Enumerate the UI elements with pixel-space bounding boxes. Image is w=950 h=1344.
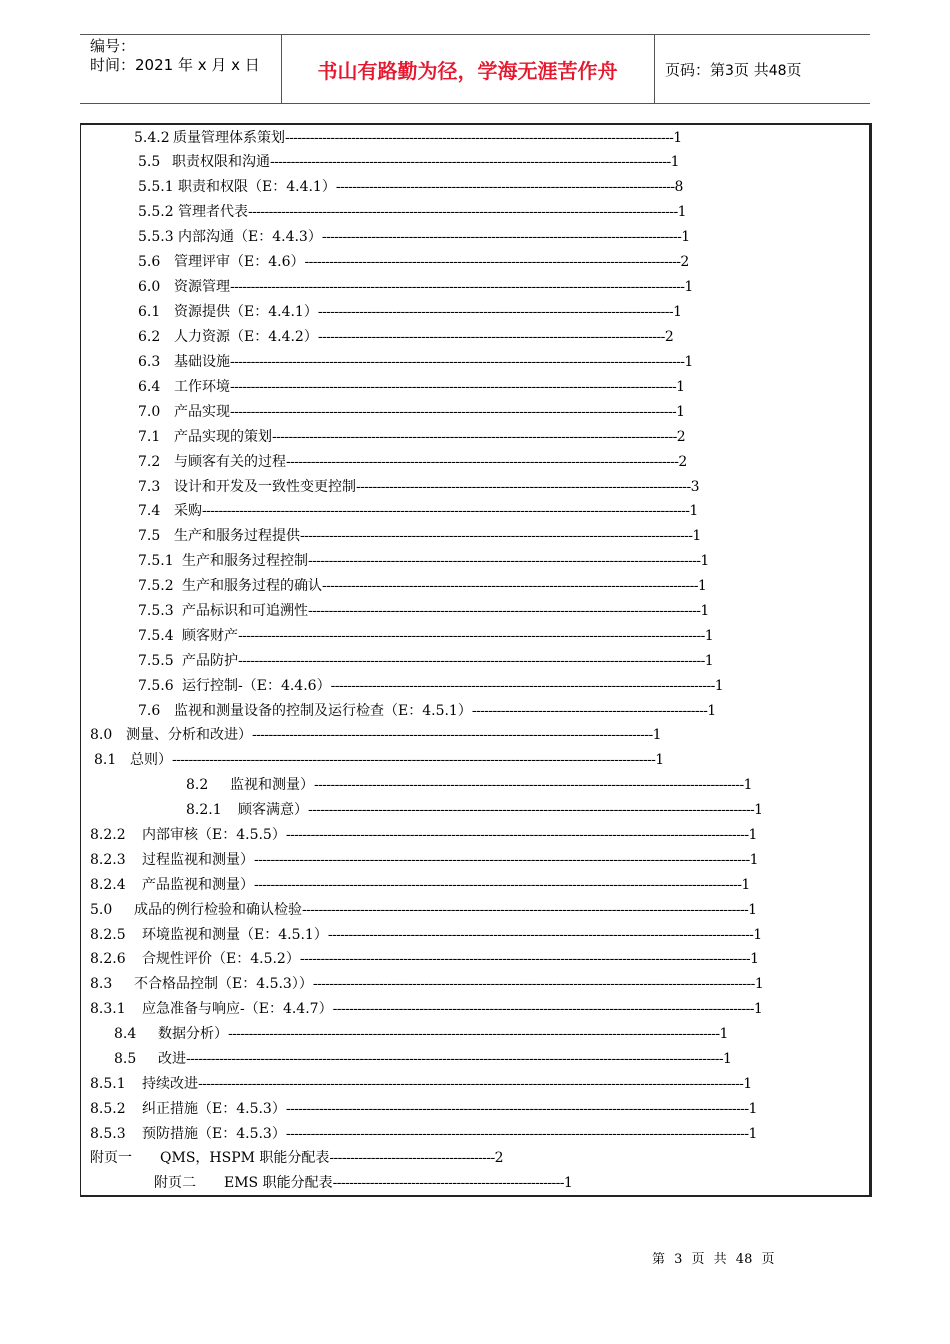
- toc-entry-page: 1: [719, 1026, 729, 1042]
- toc-entry-number: 6.2: [138, 329, 161, 345]
- toc-entry-title: 内部审核（E：4.5.5）: [142, 827, 286, 843]
- toc-entry-page: 1: [670, 154, 680, 170]
- toc-leader: -----------------------------------------------------------------------------------------------: [300, 528, 693, 544]
- toc-entry-title: 应急准备与响应-（E：4.4.7）: [142, 1001, 333, 1017]
- toc-entry-page: 1: [684, 279, 694, 295]
- toc-entry-page: 1: [563, 1175, 573, 1191]
- toc-leader: ------------------------------------------------------------------------------------------------------: [332, 1001, 754, 1017]
- toc-entry-number: 6.1: [138, 304, 161, 320]
- header-meta: [90, 37, 260, 75]
- toc-entry-page: 2: [678, 454, 688, 470]
- toc-entry-title: 职责权限和沟通: [172, 154, 270, 170]
- toc-entry-number: 7.4: [138, 503, 161, 519]
- toc-entry-title: 资源提供（E：4.4.1）: [174, 304, 318, 320]
- toc-entry-number: 8.2.3: [90, 852, 126, 868]
- toc-leader: -----------------------------------------------------------------------------------------------------------------: [238, 653, 705, 669]
- toc-leader: ---------------------------------------------------------: [471, 703, 708, 719]
- toc-entry: [154, 1174, 573, 1192]
- toc-leader: -------------------------------------------------------------------------------------------------------: [327, 927, 754, 943]
- toc-entry-number: 8.0: [90, 727, 113, 743]
- toc-entry-page: 2: [664, 329, 674, 345]
- page-footer: 第 3 页 共 48 页: [652, 1252, 775, 1267]
- toc-entry-title: 产品实现的策划: [174, 429, 272, 445]
- toc-leader: --------------------------------------------------------------------------------------------------------: [314, 777, 744, 793]
- toc-leader: -----------------------------------------------------------------------------------------------------------------: [238, 628, 705, 644]
- toc-entry-title: 测量、分析和改进）: [126, 727, 252, 743]
- toc-leader: --------------------------------------------------------------------------------------------------------------: [230, 354, 685, 370]
- toc-entry: [90, 826, 757, 844]
- toc-entry-page: 1: [754, 976, 764, 992]
- toc-entry: [186, 776, 753, 794]
- toc-entry: [114, 1050, 732, 1068]
- toc-entry-number: 6.0: [138, 279, 161, 295]
- toc-entry-number: 8.4: [114, 1026, 137, 1042]
- toc-leader: ----------------------------------------------------------------------------------------------: [285, 130, 674, 146]
- toc-entry-number: 5.0: [90, 902, 113, 918]
- toc-entry: [138, 253, 689, 271]
- toc-entry: [138, 677, 724, 695]
- page-end: 页: [786, 61, 802, 79]
- toc-entry-number: 7.0: [138, 404, 161, 420]
- toc-entry-page: 1: [673, 304, 682, 320]
- toc-entry-page: 1: [748, 1101, 758, 1117]
- toc-entry-number: 8.3.1: [90, 1001, 126, 1017]
- toc-entry: [90, 1000, 763, 1018]
- toc-entry-title: 采购: [174, 503, 202, 519]
- toc-leader: ----------------------------------------------------------------------------------------------------------------------: [254, 877, 742, 893]
- toc-entry-number: 8.2.1: [186, 802, 222, 818]
- page-header: [80, 34, 870, 104]
- toc-entry: [186, 801, 763, 819]
- toc-entry-title: 内部沟通（E：4.4.3）: [178, 229, 322, 245]
- toc-entry-number: 7.1: [138, 429, 161, 445]
- toc-leader: -------------------------------------------------------------------------------------------------: [252, 727, 653, 743]
- header-divider: [654, 35, 655, 103]
- toc-entry-number: 7.5.6: [138, 678, 174, 694]
- toc-entry: [90, 950, 759, 968]
- toc-entry-title: 设计和开发及一致性变更控制: [174, 479, 356, 495]
- toc-entry-page: 2: [676, 429, 686, 445]
- toc-entry-number: 5.4.2: [134, 130, 170, 146]
- toc-entry-page: 1: [748, 827, 758, 843]
- toc-entry-page: 1: [700, 603, 710, 619]
- toc-leader: ----------------------------------------------------------------------------------------------------------------: [285, 1101, 749, 1117]
- toc-entry-number: 8.5: [114, 1051, 137, 1067]
- toc-leader: -----------------------------------------------------------------------------------------------: [308, 603, 701, 619]
- toc-leader: ----------------------------------------------------------------------------------------------------------------: [285, 1126, 749, 1142]
- toc-entry: [138, 552, 709, 570]
- toc-entry: [138, 403, 685, 421]
- toc-leader: -----------------------------------------------------------------------------------------------------------: [312, 976, 755, 992]
- toc-leader: -----------------------------------------------------------------------------------------------------------------------: [228, 1026, 720, 1042]
- toc-entry: [90, 1100, 757, 1118]
- toc-leader: ---------------------------------------------------------------------------------------------------------------------: [172, 752, 656, 768]
- toc-entry-number: 5.5.3: [138, 229, 174, 245]
- toc-entry-number: 5.5.2: [138, 204, 174, 220]
- toc-entry-page: 1: [714, 678, 724, 694]
- toc-entry: [138, 652, 714, 670]
- toc-entry-page: 1: [753, 1001, 763, 1017]
- toc-entry-number: 5.6: [138, 254, 161, 270]
- toc-entry-number: 8.5.3: [90, 1126, 126, 1142]
- toc-entry-page: 1: [743, 777, 753, 793]
- toc-entry: [138, 527, 701, 545]
- toc-entry: [134, 129, 682, 147]
- toc-leader: ------------------------------------------------------------------------------------------------------------------------------------: [198, 1076, 744, 1092]
- toc-entry-page: 1: [676, 404, 686, 420]
- toc-entry-title: 产品标识和可追溯性: [182, 603, 308, 619]
- toc-entry-number: 附页一: [90, 1150, 132, 1166]
- toc-entry: [138, 353, 693, 371]
- toc-entry-number: 7.5.5: [138, 653, 174, 669]
- toc-entry-title: 预防措施（E：4.5.3）: [142, 1126, 286, 1142]
- toc-entry-number: 8.2.2: [90, 827, 126, 843]
- toc-entry-page: 1: [743, 1076, 753, 1092]
- toc-entry-number: 8.2: [186, 777, 209, 793]
- toc-entry-page: 1: [677, 204, 687, 220]
- toc-leader: --------------------------------------------------------------------------------------------------------: [248, 204, 678, 220]
- toc-entry: [138, 228, 690, 246]
- toc-leader: -----------------------------------------------------------------------------------------------: [308, 553, 701, 569]
- toc-leader: ------------------------------------------------------------------------------------------------------------: [302, 902, 749, 918]
- document-date: 时间：2021 年 x 月 x 日: [90, 56, 260, 74]
- toc-entry: [138, 203, 687, 221]
- toc-entry: [138, 577, 707, 595]
- toc-entry-page: 1: [692, 528, 702, 544]
- toc-entry-number: 7.2: [138, 454, 161, 470]
- toc-leader: ----------------------------------------------------------------------------------------------------------------------------------: [186, 1051, 723, 1067]
- toc-entry-title: 顾客财产: [182, 628, 238, 644]
- toc-entry: [138, 627, 714, 645]
- toc-entry-number: 5.5: [138, 154, 161, 170]
- toc-leader: ----------------------------------------: [329, 1150, 495, 1166]
- toc-entry-page: 1: [704, 628, 714, 644]
- toc-entry: [114, 1025, 728, 1043]
- toc-entry-page: 1: [681, 229, 691, 245]
- toc-leader: ------------------------------------------------------------------------------------: [317, 329, 665, 345]
- toc-entry-title: 总则）: [130, 752, 172, 768]
- toc-entry-title: 产品实现: [174, 404, 230, 420]
- toc-entry: [138, 328, 674, 346]
- toc-leader: -------------------------------------------------------------------------------------------: [304, 254, 681, 270]
- toc-entry-title: 运行控制-（E：4.4.6）: [182, 678, 331, 694]
- toc-entry-page: 1: [655, 752, 665, 768]
- toc-entry-page: 1: [741, 877, 751, 893]
- toc-entry-page: 1: [748, 1126, 758, 1142]
- toc-entry-title: 工作环境: [174, 379, 230, 395]
- toc-entry-page: 2: [680, 254, 690, 270]
- toc-leader: ---------------------------------------------------------------------------------: [356, 479, 691, 495]
- toc-entry-number: 8.2.6: [90, 951, 126, 967]
- toc-entry-number: 8.5.1: [90, 1076, 126, 1092]
- toc-entry-page: 1: [652, 727, 662, 743]
- toc-entry: [138, 428, 686, 446]
- toc-entry-number: 7.5.4: [138, 628, 174, 644]
- toc-entry: [90, 901, 757, 919]
- toc-leader: -------------------------------------------------------------------------------------------: [322, 578, 698, 594]
- toc-entry-number: 7.5.1: [138, 553, 174, 569]
- toc-leader: --------------------------------------------------------: [332, 1175, 564, 1191]
- toc-entry-title: 改进: [158, 1051, 186, 1067]
- toc-entry: [90, 1125, 757, 1143]
- header-motto: 书山有路勤为径，学海无涯苦作舟: [317, 59, 618, 83]
- toc-entry-page: 1: [673, 130, 683, 146]
- toc-entry-title: 监视和测量设备的控制及运行检查（E：4.5.1）: [174, 703, 472, 719]
- toc-entry: [138, 702, 716, 720]
- toc-entry-page: 1: [707, 703, 717, 719]
- toc-entry-title: 基础设施: [174, 354, 230, 370]
- toc-entry: [90, 926, 762, 944]
- toc-entry-page: 1: [697, 578, 707, 594]
- toc-leader: ------------------------------------------------------------------------------------------------------------: [230, 404, 677, 420]
- page-total: 48: [768, 63, 787, 79]
- toc-leader: ------------------------------------------------------------------------------------------------------------------------: [254, 852, 750, 868]
- toc-leader: ---------------------------------------------------------------------------------------: [321, 229, 682, 245]
- toc-entry-title: QMS，HSPM 职能分配表: [160, 1150, 330, 1166]
- toc-entry-number: 6.3: [138, 354, 161, 370]
- toc-entry-title: 顾客满意）: [238, 802, 308, 818]
- toc-entry-title: 不合格品控制（E：4.5.3））: [134, 976, 313, 992]
- toc-entry: [138, 303, 682, 321]
- toc-entry-number: 6.4: [138, 379, 161, 395]
- toc-leader: -------------------------------------------------------------------------------------------------: [270, 154, 671, 170]
- toc-leader: -------------------------------------------------------------------------------------------------------------: [299, 951, 751, 967]
- toc-entry: [90, 1075, 752, 1093]
- toc-entry-page: 1: [689, 503, 699, 519]
- toc-entry-title: 人力资源（E：4.4.2）: [174, 329, 318, 345]
- page-mid: 页 共: [733, 61, 769, 79]
- toc-entry-title: 资源管理: [174, 279, 230, 295]
- toc-entry-title: 生产和服务过程控制: [182, 553, 308, 569]
- toc-entry-number: 7.6: [138, 703, 161, 719]
- toc-entry-title: 监视和测量）: [230, 777, 314, 793]
- toc-entry-number: 8.2.4: [90, 877, 126, 893]
- toc-entry-title: 管理评审（E：4.6）: [174, 254, 305, 270]
- toc-entry-page: 8: [674, 179, 684, 195]
- toc-entry-title: 管理者代表: [178, 204, 248, 220]
- toc-leader: ------------------------------------------------------------------------------------------------------------: [230, 379, 677, 395]
- toc-entry-number: 8.5.2: [90, 1101, 126, 1117]
- toc-leader: ----------------------------------------------------------------------------------------------------------------: [285, 827, 749, 843]
- header-page-info: [665, 59, 802, 80]
- toc-entry-page: 3: [690, 479, 700, 495]
- toc-leader: --------------------------------------------------------------------------------------------------: [272, 429, 677, 445]
- toc-entry: [138, 602, 709, 620]
- toc-entry-title: EMS 职能分配表: [224, 1175, 333, 1191]
- page-label: 页码：第: [665, 61, 726, 79]
- toc-entry: [90, 726, 662, 744]
- toc-entry: [138, 502, 698, 520]
- toc-entry-page: 1: [748, 902, 758, 918]
- toc-entry-number: 7.5: [138, 528, 161, 544]
- toc-entry-page: 1: [700, 553, 710, 569]
- toc-entry-number: 8.3: [90, 976, 113, 992]
- page-current: 3: [725, 63, 734, 79]
- toc-leader: ------------------------------------------------------------------------------------------------------------: [308, 802, 755, 818]
- toc-leader: ---------------------------------------------------------------------------------------------: [330, 678, 715, 694]
- toc-entry-page: 1: [676, 379, 686, 395]
- toc-entry: [138, 278, 693, 296]
- toc-entry-number: 8.1: [94, 752, 117, 768]
- toc-entry-title: 数据分析）: [158, 1026, 228, 1042]
- toc-entry: [90, 876, 750, 894]
- document-number: 编号：: [90, 37, 136, 55]
- toc-entry-number: 5.5.1: [138, 179, 174, 195]
- toc-entry-title: 过程监视和测量）: [142, 852, 254, 868]
- toc-entry-page: 2: [494, 1150, 504, 1166]
- toc-entry-number: 7.3: [138, 479, 161, 495]
- toc-entry-page: 1: [754, 802, 764, 818]
- toc-entry-title: 生产和服务过程提供: [174, 528, 300, 544]
- toc-entry-title: 合规性评价（E：4.5.2）: [142, 951, 300, 967]
- toc-leader: ----------------------------------------------------------------------------------------------------------------------: [202, 503, 690, 519]
- toc-entry: [90, 1149, 504, 1167]
- toc-entry-title: 产品防护: [182, 653, 238, 669]
- toc-entry-title: 持续改进: [142, 1076, 198, 1092]
- toc-leader: --------------------------------------------------------------------------------------: [317, 304, 674, 320]
- toc-entry-page: 1: [753, 927, 763, 943]
- toc-entry: [138, 378, 685, 396]
- toc-entry-title: 生产和服务过程的确认: [182, 578, 322, 594]
- toc-leader: ----------------------------------------------------------------------------------: [335, 179, 675, 195]
- toc-entry-title: 产品监视和测量）: [142, 877, 254, 893]
- toc-entry-page: 1: [749, 852, 759, 868]
- toc-entry-number: 7.5.3: [138, 603, 174, 619]
- toc-entry-page: 1: [722, 1051, 732, 1067]
- toc-entry-page: 1: [704, 653, 714, 669]
- toc-entry-title: 成品的例行检验和确认检验: [134, 902, 302, 918]
- toc-entry-page: 1: [684, 354, 694, 370]
- toc-entry-title: 与顾客有关的过程: [174, 454, 286, 470]
- toc-entry: [138, 478, 700, 496]
- toc-entry: [138, 178, 683, 196]
- toc-entry: [138, 153, 680, 171]
- toc-leader: --------------------------------------------------------------------------------------------------------------: [230, 279, 685, 295]
- toc-leader: -----------------------------------------------------------------------------------------------: [286, 454, 679, 470]
- toc-entry: [94, 751, 664, 769]
- toc-entry-title: 环境监视和测量（E：4.5.1）: [142, 927, 328, 943]
- toc-entry-number: 附页二: [154, 1175, 196, 1191]
- toc-entry: [90, 975, 764, 993]
- toc-entry: [90, 851, 759, 869]
- toc-entry-title: 职责和权限（E：4.4.1）: [178, 179, 336, 195]
- toc-entry-page: 1: [750, 951, 759, 967]
- toc-entry-number: 7.5.2: [138, 578, 174, 594]
- toc-entry-title: 质量管理体系策划: [173, 130, 285, 146]
- toc-entry-number: 8.2.5: [90, 927, 126, 943]
- toc-entry-title: 纠正措施（E：4.5.3）: [142, 1101, 286, 1117]
- toc-entry: [138, 453, 687, 471]
